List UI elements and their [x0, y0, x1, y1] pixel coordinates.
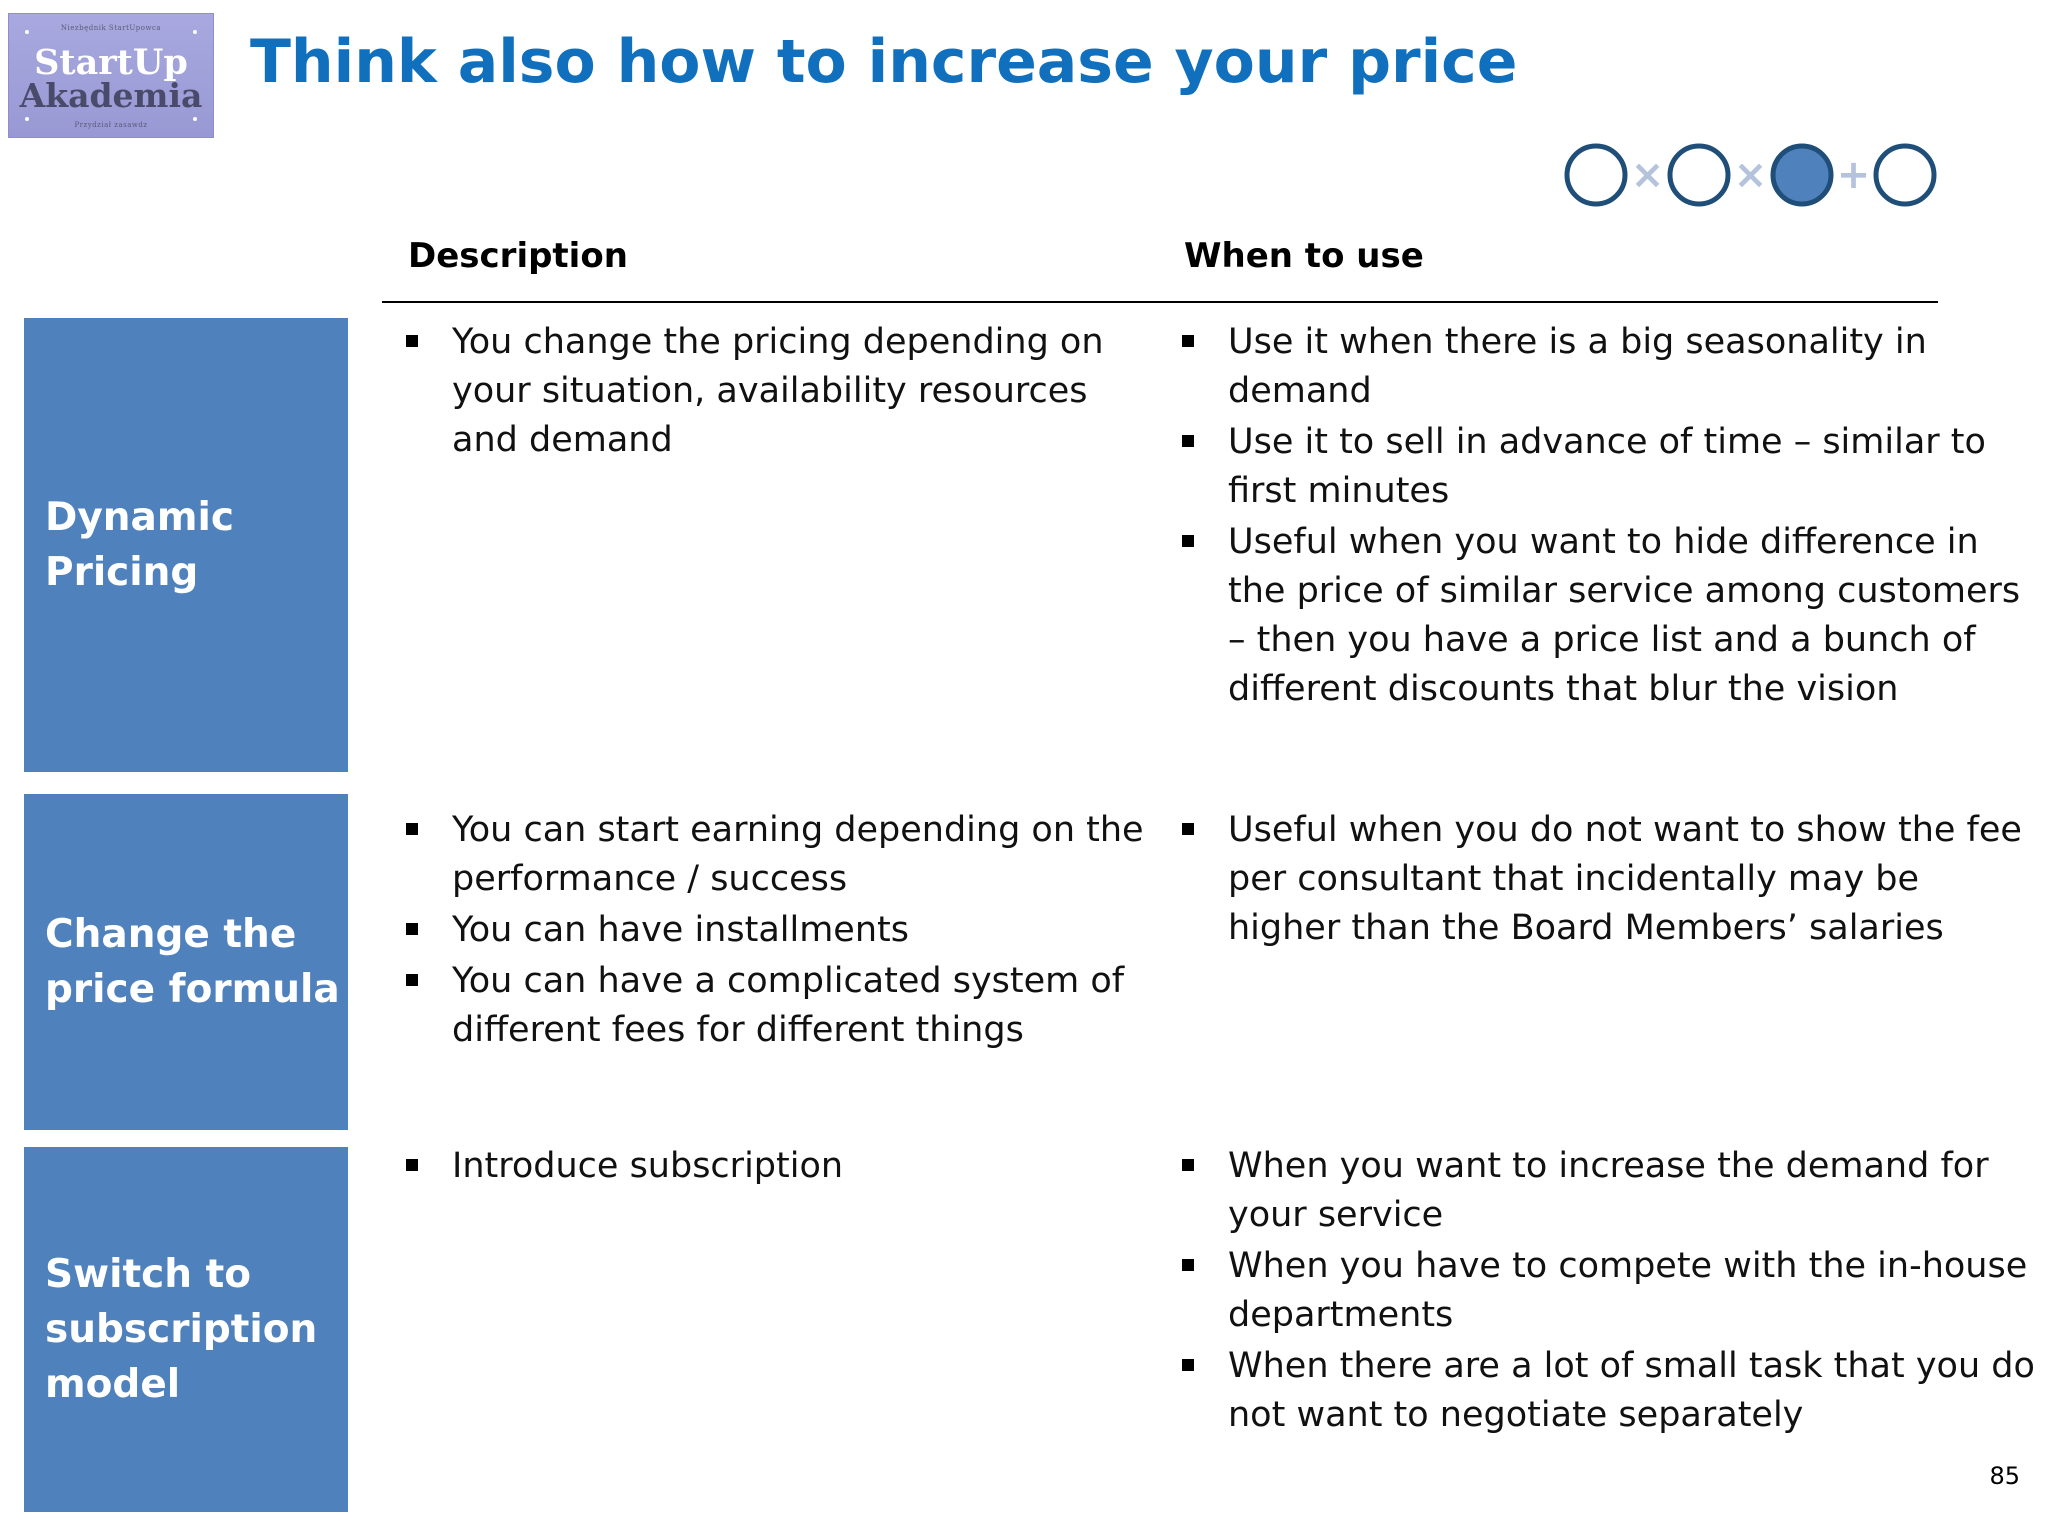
row-3-when-to-use — [1178, 1142, 2038, 1442]
header-divider — [382, 301, 1938, 303]
row-1-description — [402, 318, 1162, 467]
row-1-when-to-use — [1178, 318, 2038, 716]
list-item: Introduce subscription — [402, 1142, 1162, 1191]
logo-line2: Akademia — [19, 76, 203, 115]
logo-top-text: Niezbędnik StartUpowca — [60, 24, 162, 32]
row-2-when-to-use — [1178, 806, 2038, 955]
row-2-description — [402, 806, 1162, 1057]
progress-step-1 — [1567, 146, 1625, 204]
list-item: You can have installments — [402, 906, 1162, 955]
progress-step-4 — [1876, 146, 1934, 204]
column-header-description: Description — [408, 236, 628, 276]
page-number: 85 — [1989, 1462, 2020, 1490]
row-label-dynamic-pricing — [24, 318, 348, 772]
row-label-text: Switch to subscription model — [45, 1252, 318, 1407]
progress-step-3 — [1773, 146, 1831, 204]
list-item: Useful when you want to hide difference in the price of similar service among customers – then you have a price list and a bunch of different discounts that blur the vision — [1178, 518, 2038, 714]
progress-operator-2: × — [1733, 152, 1768, 198]
column-header-when-to-use: When to use — [1184, 236, 1424, 276]
list-item: Useful when you do not want to show the fee per consultant that incidentally may be higher than the Board Members’ salaries — [1178, 806, 2038, 953]
row-3-description — [402, 1142, 1162, 1193]
logo-bottom-text: Przydział zasawdz — [74, 121, 148, 129]
list-item: When there are a lot of small task that you do not want to negotiate separately — [1178, 1342, 2038, 1440]
step-progress-indicator — [1562, 139, 1952, 211]
progress-step-2 — [1670, 146, 1728, 204]
list-item: Use it when there is a big seasonality in demand — [1178, 318, 2038, 416]
row-label-subscription-model — [24, 1147, 348, 1512]
list-item: When you have to compete with the in-house departments — [1178, 1242, 2038, 1340]
list-item: When you want to increase the demand for your service — [1178, 1142, 2038, 1240]
startup-akademia-logo — [8, 13, 214, 138]
list-item: You can have a complicated system of different fees for different things — [402, 957, 1162, 1055]
row-label-text: Dynamic Pricing — [45, 495, 235, 595]
progress-operator-3: + — [1836, 152, 1871, 198]
row-label-text: Change the price formula — [45, 912, 340, 1012]
page-title: Think also how to increase your price — [250, 27, 1518, 97]
row-label-change-price-formula — [24, 794, 348, 1130]
list-item: You can start earning depending on the performance / success — [402, 806, 1162, 904]
list-item: Use it to sell in advance of time – similar to first minutes — [1178, 418, 2038, 516]
list-item: You change the pricing depending on your situation, availability resources and demand — [402, 318, 1162, 465]
logo-line1: StartUp — [34, 42, 188, 83]
progress-operator-1: × — [1630, 152, 1665, 198]
